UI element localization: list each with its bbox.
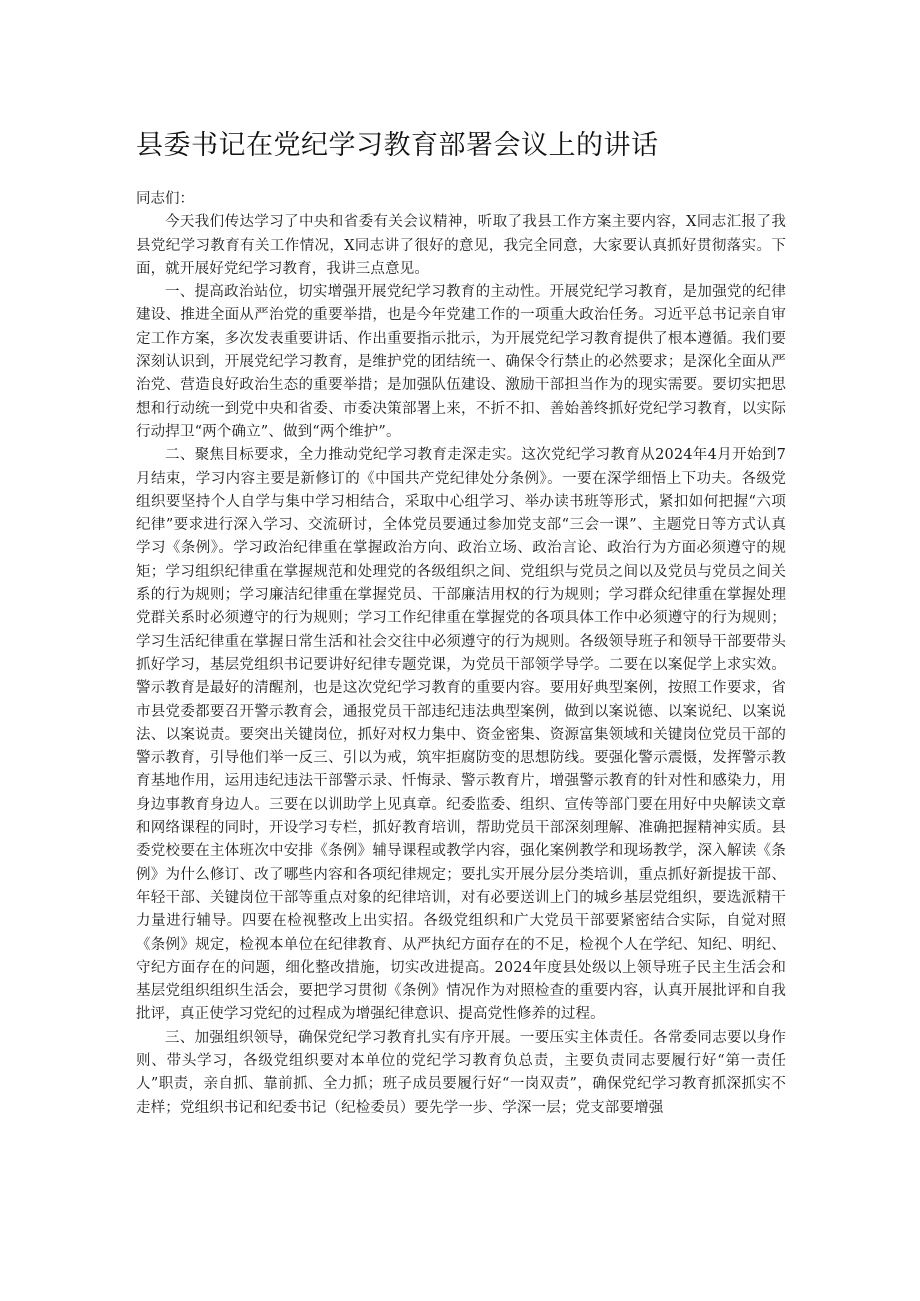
salutation: 同志们：: [136, 191, 194, 207]
document-title: 县委书记在党纪学习教育部署会议上的讲话: [136, 130, 659, 161]
paragraph-section-2: 二、聚焦目标要求，全力推动党纪学习教育走深走实。这次党纪学习教育从2024年4月开始到7月结束，学习内容主要是新修订的《中国共产党纪律处分条例》。一要在深学细悟上下功夫。各级党组织要坚持个人自学与集中学习相结合，采取中心组学习、举办读书班等形式，紧扣如何把握“六项纪律”要求进行深入学习、交流研讨，全体党员要通过参加党支部“三会一课”、主题党日等方式认真学习《条例》。学习政治纪律重在掌握政治方向、政治立场、政治言论、政治行为方面必须遵守的规矩；学习组织纪律重在掌握规范和处理党的各级组织之间、党组织与党员之间以及党员与党员之间关系的行为规则；学习廉洁纪律重在掌握党员、干部廉洁用权的行为规则；学习群众纪律重在掌握处理党群关系时必须遵守的行为规则；学习工作纪律重在掌握党的各项具体工作中必须遵守的行为规则；学习生活纪律重在掌握日常生活和社会交往中必须遵守的行为规则。各级领导班子和领导干部要带头抓好学习，基层党组织书记要讲好纪律专题党课，为党员干部领学导学。二要在以案促学上求实效。警示教育是最好的清醒剂，也是这次党纪学习教育的重要内容。要用好典型案例，按照工作要求，省市县党委都要召开警示教育会，通报党员干部违纪违法典型案例，做到以案说德、以案说纪、以案说法、以案说责。要突出关键岗位，抓好对权力集中、资金密集、资源富集领域和关键岗位党员干部的警示教育，引导他们举一反三、引以为戒，筑牢拒腐防变的思想防线。要强化警示震慑，发挥警示教育基地作用，运用违纪违法干部警示录、忏悔录、警示教育片，增强警示教育的针对性和感染力，用身边事教育身边人。三要在以训助学上见真章。纪委监委、组织、宣传等部门要在用好中央解读文章和网络课程的同时，开设学习专栏，抓好教育培训，帮助党员干部深刻理解、准确把握精神实质。县委党校要在主体班次中安排《条例》辅导课程或教学内容，强化案例教学和现场教学，深入解读《条例》为什么修订、改了哪些内容和各项纪律规定；要扎实开展分层分类培训，重点抓好新提拔干部、年轻干部、关键岗位干部等重点对象的纪律培训，对有必要送训上门的城乡基层党组织，要选派精干力量进行辅导。四要在检视整改上出实招。各级党组织和广大党员干部要紧密结合实际，自觉对照《条例》规定，检视本单位在纪律教育、从严执纪方面存在的不足，检视个人在学纪、知纪、明纪、守纪方面存在的问题，细化整改措施，切实改进提高。2024年度县处级以上领导班子民主生活会和基层党组织组织生活会，要把学习贯彻《条例》情况作为对照检查的重要内容，认真开展批评和自我批评，真正使学习党纪的过程成为增强纪律意识、提高党性修养的过程。: [136, 447, 786, 1023]
document-page: [136, 124, 786, 1120]
paragraph-section-3: 三、加强组织领导，确保党纪学习教育扎实有序开展。一要压实主体责任。各常委同志要以身作则、带头学习，各级党组织要对本单位的党纪学习教育负总责，主要负责同志要履行好“第一责任人”职责，亲自抓、靠前抓、全力抓；班子成员要履行好“一岗双责”，确保党纪学习教育抓深抓实不走样；党组织书记和纪委书记（纪检委员）要先学一步、学深一层；党支部要增强: [136, 1029, 786, 1116]
paragraph-section-1: 一、提高政治站位，切实增强开展党纪学习教育的主动性。开展党纪学习教育，是加强党的纪律建设、推进全面从严治党的重要举措，也是今年党建工作的一项重大政治任务。习近平总书记亲自审定工作方案，多次发表重要讲话、作出重要指示批示，为开展党纪学习教育提供了根本遵循。我们要深刻认识到，开展党纪学习教育，是维护党的团结统一、确保令行禁止的必然要求；是深化全面从严治党、营造良好政治生态的重要举措；是加强队伍建设、激励干部担当作为的现实需要。要切实把思想和行动统一到党中央和省委、市委决策部署上来，不折不扣、善始善终抓好党纪学习教育，以实际行动捍卫“两个确立”、做到“两个维护”。: [136, 284, 786, 440]
paragraph-intro: 今天我们传达学习了中央和省委有关会议精神，听取了我县工作方案主要内容，X同志汇报了我县党纪学习教育有关工作情况，X同志讲了很好的意见，我完全同意，大家要认真抓好贯彻落实。下面，就开展好党纪学习教育，我讲三点意见。: [136, 214, 786, 277]
